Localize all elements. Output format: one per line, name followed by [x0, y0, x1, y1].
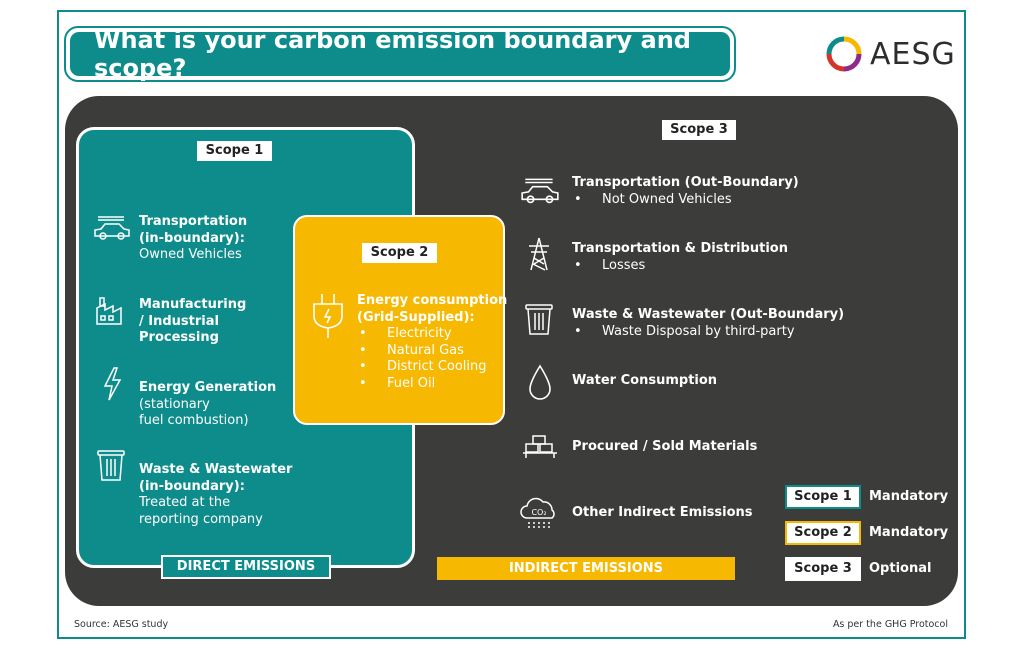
item-title: Other Indirect Emissions — [572, 505, 753, 520]
item-title: (in-boundary): — [139, 230, 245, 246]
indirect-emissions-bar: INDIRECT EMISSIONS — [437, 557, 735, 580]
lightning-icon — [100, 366, 124, 402]
co2-cloud-icon — [519, 494, 559, 532]
item-title: Procured / Sold Materials — [572, 439, 758, 454]
water-drop-icon — [526, 364, 554, 402]
protocol-note: As per the GHG Protocol — [832, 619, 948, 630]
item-desc: (stationary — [139, 396, 210, 412]
item-title: Energy consumption — [357, 293, 508, 308]
item-title: Water Consumption — [572, 373, 718, 388]
bullet-item: • Not Owned Vehicles — [572, 192, 799, 209]
logo-text: AESG — [870, 36, 956, 72]
item-title: / Industrial — [139, 313, 219, 329]
legend-scope3-label: Optional — [869, 561, 932, 576]
trash-bin-icon — [524, 302, 554, 336]
item-title: Waste & Wastewater — [139, 462, 293, 477]
scope1-item-waste — [139, 462, 292, 528]
car-icon — [519, 176, 561, 210]
aesg-ring-icon — [826, 36, 862, 72]
item-title: Transportation & Distribution — [572, 241, 788, 256]
bullet-item: • Electricity — [357, 326, 507, 343]
scope3-item-transportation — [572, 175, 799, 208]
scope1-tag: Scope 1 — [197, 141, 272, 161]
item-title: (in-boundary): — [139, 478, 245, 494]
aesg-logo — [826, 36, 956, 72]
plug-icon — [309, 292, 347, 340]
bullet-item: • District Cooling — [357, 359, 507, 376]
legend-scope2-label: Mandatory — [869, 525, 949, 540]
scope1-item-transportation — [139, 214, 247, 264]
scope1-item-manufacturing — [139, 297, 246, 347]
legend-scope1-tag: Scope 1 — [785, 485, 861, 509]
direct-emissions-bar: DIRECT EMISSIONS — [161, 555, 331, 579]
item-desc: reporting company — [139, 511, 263, 527]
scope2-tag: Scope 2 — [362, 243, 437, 263]
scope3-item-other — [572, 505, 753, 522]
scope3-tag: Scope 3 — [662, 120, 736, 140]
scope2-energy-consumption — [357, 293, 507, 392]
scope3-item-transmission — [572, 241, 788, 274]
co2-label: CO₂ — [531, 508, 547, 517]
power-tower-icon — [527, 236, 551, 272]
item-title: Transportation — [139, 214, 248, 229]
item-desc: Treated at the — [139, 495, 231, 510]
bullet-item: • Losses — [572, 258, 788, 275]
title-banner — [64, 26, 736, 82]
item-title: Manufacturing — [139, 297, 247, 312]
trash-bin-icon — [96, 448, 126, 482]
item-title: Processing — [139, 330, 219, 345]
item-title: (Grid-Supplied): — [357, 309, 475, 325]
item-desc: Owned Vehicles — [139, 247, 242, 262]
scope1-item-energy-generation — [139, 380, 276, 430]
bullet-item: • Natural Gas — [357, 343, 507, 360]
scope3-item-materials — [572, 439, 757, 456]
scope3-item-water — [572, 373, 717, 390]
page-title: What is your carbon emission boundary and scope? — [70, 32, 730, 76]
legend-scope2-tag: Scope 2 — [785, 521, 861, 545]
factory-icon — [95, 296, 129, 326]
source-note: Source: AESG study — [74, 619, 169, 630]
car-icon — [92, 214, 132, 246]
item-title: Energy Generation — [139, 380, 277, 395]
scope3-item-waste — [572, 307, 844, 340]
boxes-icon — [521, 434, 559, 460]
legend-scope1-label: Mandatory — [869, 489, 949, 504]
legend-scope3-tag: Scope 3 — [785, 557, 861, 581]
bullet-item: • Fuel Oil — [357, 376, 507, 393]
item-title: Transportation (Out-Boundary) — [572, 175, 799, 190]
bullet-item: • Waste Disposal by third-party — [572, 324, 844, 341]
item-desc: fuel combustion) — [139, 413, 249, 428]
item-title: Waste & Wastewater (Out-Boundary) — [572, 307, 845, 322]
